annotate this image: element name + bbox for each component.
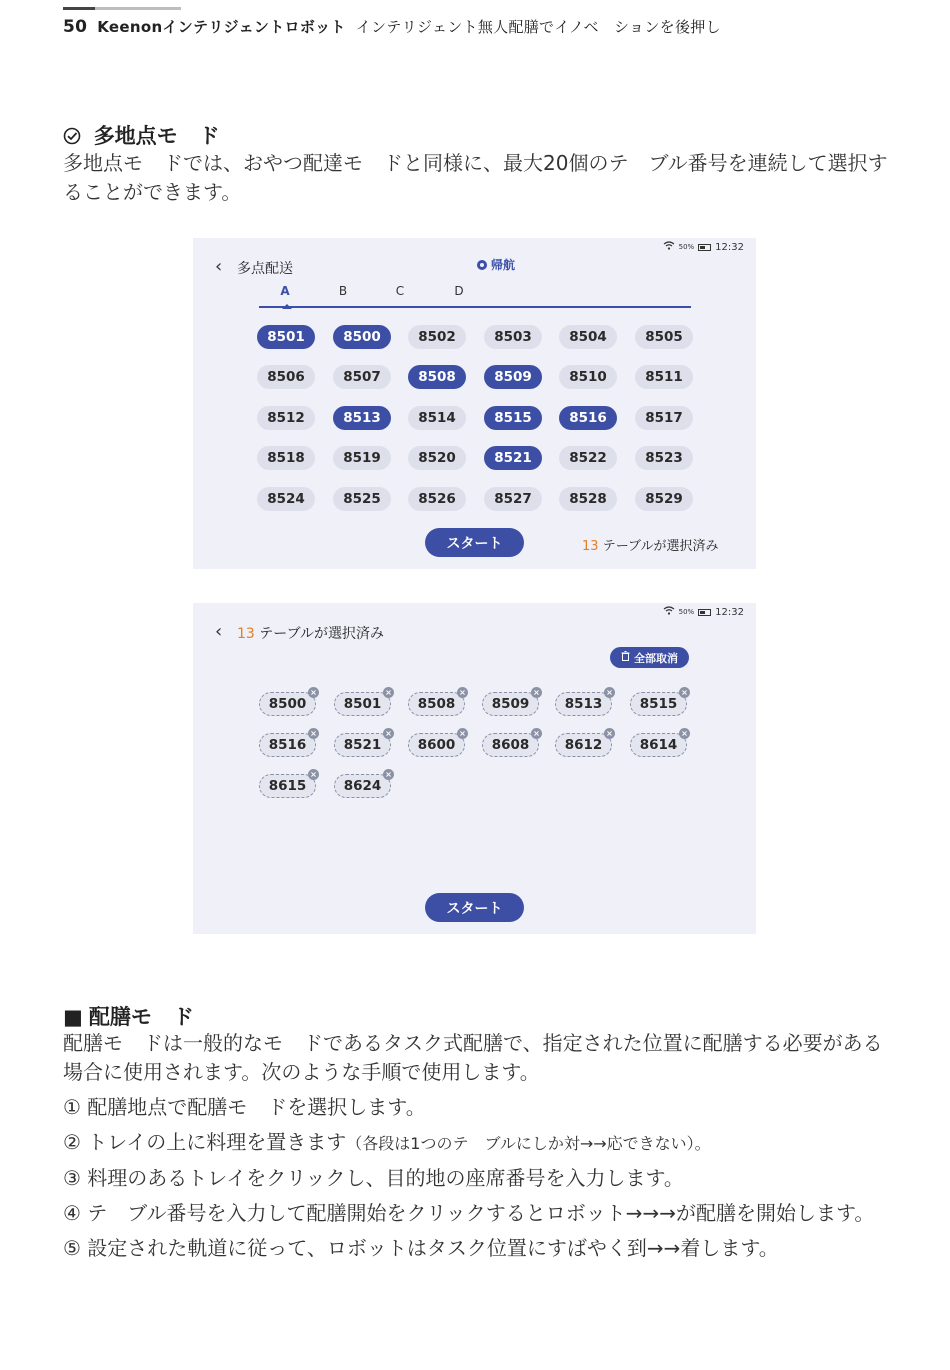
selected-suffix: テーブルが選択済み	[602, 539, 719, 554]
table-button[interactable]: 8520	[408, 446, 466, 470]
selected-table-chip[interactable]	[334, 729, 392, 757]
chip-label: 8612	[564, 737, 603, 753]
table-button[interactable]: 8521	[484, 446, 542, 470]
selected-table-chip[interactable]	[408, 688, 466, 716]
tab-c[interactable]: C	[395, 284, 405, 298]
table-button[interactable]: 8522	[559, 446, 617, 470]
start-button[interactable]: スタート	[425, 893, 524, 922]
table-button[interactable]: 8507	[333, 365, 391, 389]
section-description: 多地点モ ドでは、おやつ配達モ ドと同様に、最大20個のテ ブル番号を連続して選択することができます。	[63, 151, 888, 204]
remove-icon[interactable]: ×	[308, 769, 319, 780]
table-button[interactable]: 8510	[559, 365, 617, 389]
step-number: ②	[63, 1130, 81, 1154]
step-text: 料理のあるトレイをクリックし、目的地の座席番号を入力します。	[87, 1166, 684, 1190]
wifi-icon	[663, 606, 675, 618]
clock: 12:32	[715, 241, 744, 253]
chip-label: 8501	[343, 696, 382, 712]
table-button[interactable]: 8513	[333, 406, 391, 430]
chip-label: 8515	[639, 696, 678, 712]
table-button[interactable]: 8515	[484, 406, 542, 430]
table-button[interactable]: 8514	[408, 406, 466, 430]
chip-label: 8513	[564, 696, 603, 712]
page-number: 50	[63, 17, 88, 37]
remove-icon[interactable]: ×	[383, 769, 394, 780]
battery-icon	[698, 244, 711, 251]
chip-label: 8509	[491, 696, 530, 712]
remove-icon[interactable]: ×	[531, 687, 542, 698]
list-item	[63, 1093, 903, 1122]
header-tagline: インテリジェント無人配膳でイノベ ションを後押し	[355, 18, 721, 36]
step-number: ①	[63, 1095, 81, 1119]
chip-label: 8615	[268, 778, 307, 794]
step-number: ⑤	[63, 1236, 81, 1260]
selected-table-chip[interactable]	[334, 770, 392, 798]
table-button[interactable]: 8527	[484, 487, 542, 511]
remove-icon[interactable]: ×	[604, 728, 615, 739]
black-square-icon: ■	[63, 1005, 83, 1029]
chip-label: 8521	[343, 737, 382, 753]
table-button[interactable]: 8524	[257, 487, 315, 511]
selected-table-chip[interactable]	[259, 688, 317, 716]
tab-a[interactable]: A	[280, 284, 290, 298]
trash-icon	[621, 651, 630, 664]
chip-label: 8500	[268, 696, 307, 712]
selected-table-chip[interactable]	[630, 729, 688, 757]
selected-table-chip[interactable]	[482, 688, 540, 716]
back-arrow-icon[interactable]: ‹	[215, 621, 223, 642]
step-number: ④	[63, 1201, 81, 1225]
table-button[interactable]: 8506	[257, 365, 315, 389]
table-button[interactable]: 8511	[635, 365, 693, 389]
selected-table-chip[interactable]	[630, 688, 688, 716]
step-text: トレイの上に料理を置きます	[87, 1130, 347, 1154]
chip-label: 8624	[343, 778, 382, 794]
selected-tables-screen	[193, 603, 756, 934]
remove-icon[interactable]: ×	[679, 728, 690, 739]
step-text: 配膳地点で配膳モ ドを選択します。	[87, 1095, 426, 1119]
chip-label: 8608	[491, 737, 530, 753]
list-item	[63, 1128, 903, 1158]
table-button[interactable]: 8516	[559, 406, 617, 430]
status-bar	[663, 241, 744, 253]
table-button[interactable]: 8528	[559, 487, 617, 511]
start-button[interactable]: スタート	[425, 528, 524, 557]
screen-title	[237, 623, 384, 643]
clear-all-button[interactable]	[610, 647, 689, 668]
table-button[interactable]: 8526	[408, 487, 466, 511]
check-circle-icon	[63, 124, 88, 148]
screen-title: 多点配送	[237, 261, 293, 277]
section-title-delivery	[63, 1001, 194, 1031]
header-accent-bar	[63, 7, 95, 10]
selected-table-chip[interactable]	[259, 729, 317, 757]
table-button[interactable]: 8503	[484, 325, 542, 349]
list-item	[63, 1234, 903, 1263]
selected-table-chip[interactable]	[555, 688, 613, 716]
selected-table-chip[interactable]	[482, 729, 540, 757]
return-label: 帰航	[491, 258, 516, 272]
title-suffix: テーブルが選択済み	[259, 626, 385, 642]
section-title-text: 多地点モ ド	[93, 124, 220, 148]
list-item	[63, 1199, 903, 1228]
remove-icon[interactable]: ×	[308, 728, 319, 739]
step-text: 設定された軌道に従って、ロボットはタスク位置にすばやく到→→着します。	[87, 1236, 779, 1260]
table-button[interactable]: 8518	[257, 446, 315, 470]
step-list	[63, 1093, 903, 1269]
back-arrow-icon[interactable]: ‹	[215, 256, 223, 277]
chip-label: 8508	[417, 696, 456, 712]
tab-d[interactable]: D	[454, 284, 464, 298]
clear-all-label: 全部取消	[634, 651, 678, 665]
table-button[interactable]: 8508	[408, 365, 466, 389]
remove-icon[interactable]: ×	[383, 728, 394, 739]
return-icon	[477, 260, 487, 270]
table-button[interactable]: 8523	[635, 446, 693, 470]
battery-percent: 50%	[678, 608, 695, 616]
wifi-icon	[663, 241, 675, 253]
active-tab-indicator	[282, 304, 292, 309]
multipoint-delivery-screen	[193, 238, 756, 569]
selected-table-chip[interactable]	[259, 770, 317, 798]
remove-icon[interactable]: ×	[457, 687, 468, 698]
return-button[interactable]	[477, 256, 515, 273]
remove-icon[interactable]: ×	[604, 687, 615, 698]
table-button[interactable]: 8529	[635, 487, 693, 511]
table-button[interactable]: 8519	[333, 446, 391, 470]
tab-b[interactable]: B	[338, 284, 348, 298]
table-button[interactable]: 8517	[635, 406, 693, 430]
status-bar	[663, 606, 744, 618]
remove-icon[interactable]: ×	[531, 728, 542, 739]
selected-count: 13	[237, 626, 255, 642]
remove-icon[interactable]: ×	[457, 728, 468, 739]
battery-percent: 50%	[678, 243, 695, 251]
page-header	[63, 16, 721, 37]
table-button[interactable]: 8501	[257, 325, 315, 349]
table-button[interactable]: 8504	[559, 325, 617, 349]
section-title-multipoint	[63, 120, 220, 150]
table-button[interactable]: 8512	[257, 406, 315, 430]
product-name: Keenonインテリジェントロボット	[97, 18, 346, 36]
area-tabs	[259, 284, 691, 308]
battery-icon	[698, 609, 711, 616]
table-button[interactable]: 8525	[333, 487, 391, 511]
chip-label: 8516	[268, 737, 307, 753]
table-button[interactable]: 8502	[408, 325, 466, 349]
step-text: テ ブル番号を入力して配膳開始をクリックするとロボット→→→が配膳を開始します。	[87, 1201, 875, 1225]
selected-table-chip[interactable]	[555, 729, 613, 757]
step-note: （各段は1つのテ ブルにしか対→→応できない）。	[346, 1134, 711, 1153]
table-button[interactable]: 8505	[635, 325, 693, 349]
table-button[interactable]: 8500	[333, 325, 391, 349]
step-number: ③	[63, 1166, 81, 1190]
list-item	[63, 1164, 903, 1193]
selected-table-chip[interactable]	[334, 688, 392, 716]
chip-label: 8600	[417, 737, 456, 753]
remove-icon[interactable]: ×	[679, 687, 690, 698]
section-title-text: 配膳モ ド	[88, 1005, 194, 1029]
table-button[interactable]: 8509	[484, 365, 542, 389]
remove-icon[interactable]: ×	[383, 687, 394, 698]
header-accent-bar-light	[95, 7, 181, 10]
remove-icon[interactable]: ×	[308, 687, 319, 698]
selected-table-chip[interactable]	[408, 729, 466, 757]
clock: 12:32	[715, 606, 744, 618]
section-description: 配膳モ ドは一般的なモ ドであるタスク式配膳で、指定された位置に配膳する必要がある場合に使用されます。次のような手順で使用します。	[63, 1031, 883, 1084]
selected-count: 13	[582, 539, 599, 554]
selected-count-label	[582, 535, 719, 554]
chip-label: 8614	[639, 737, 678, 753]
